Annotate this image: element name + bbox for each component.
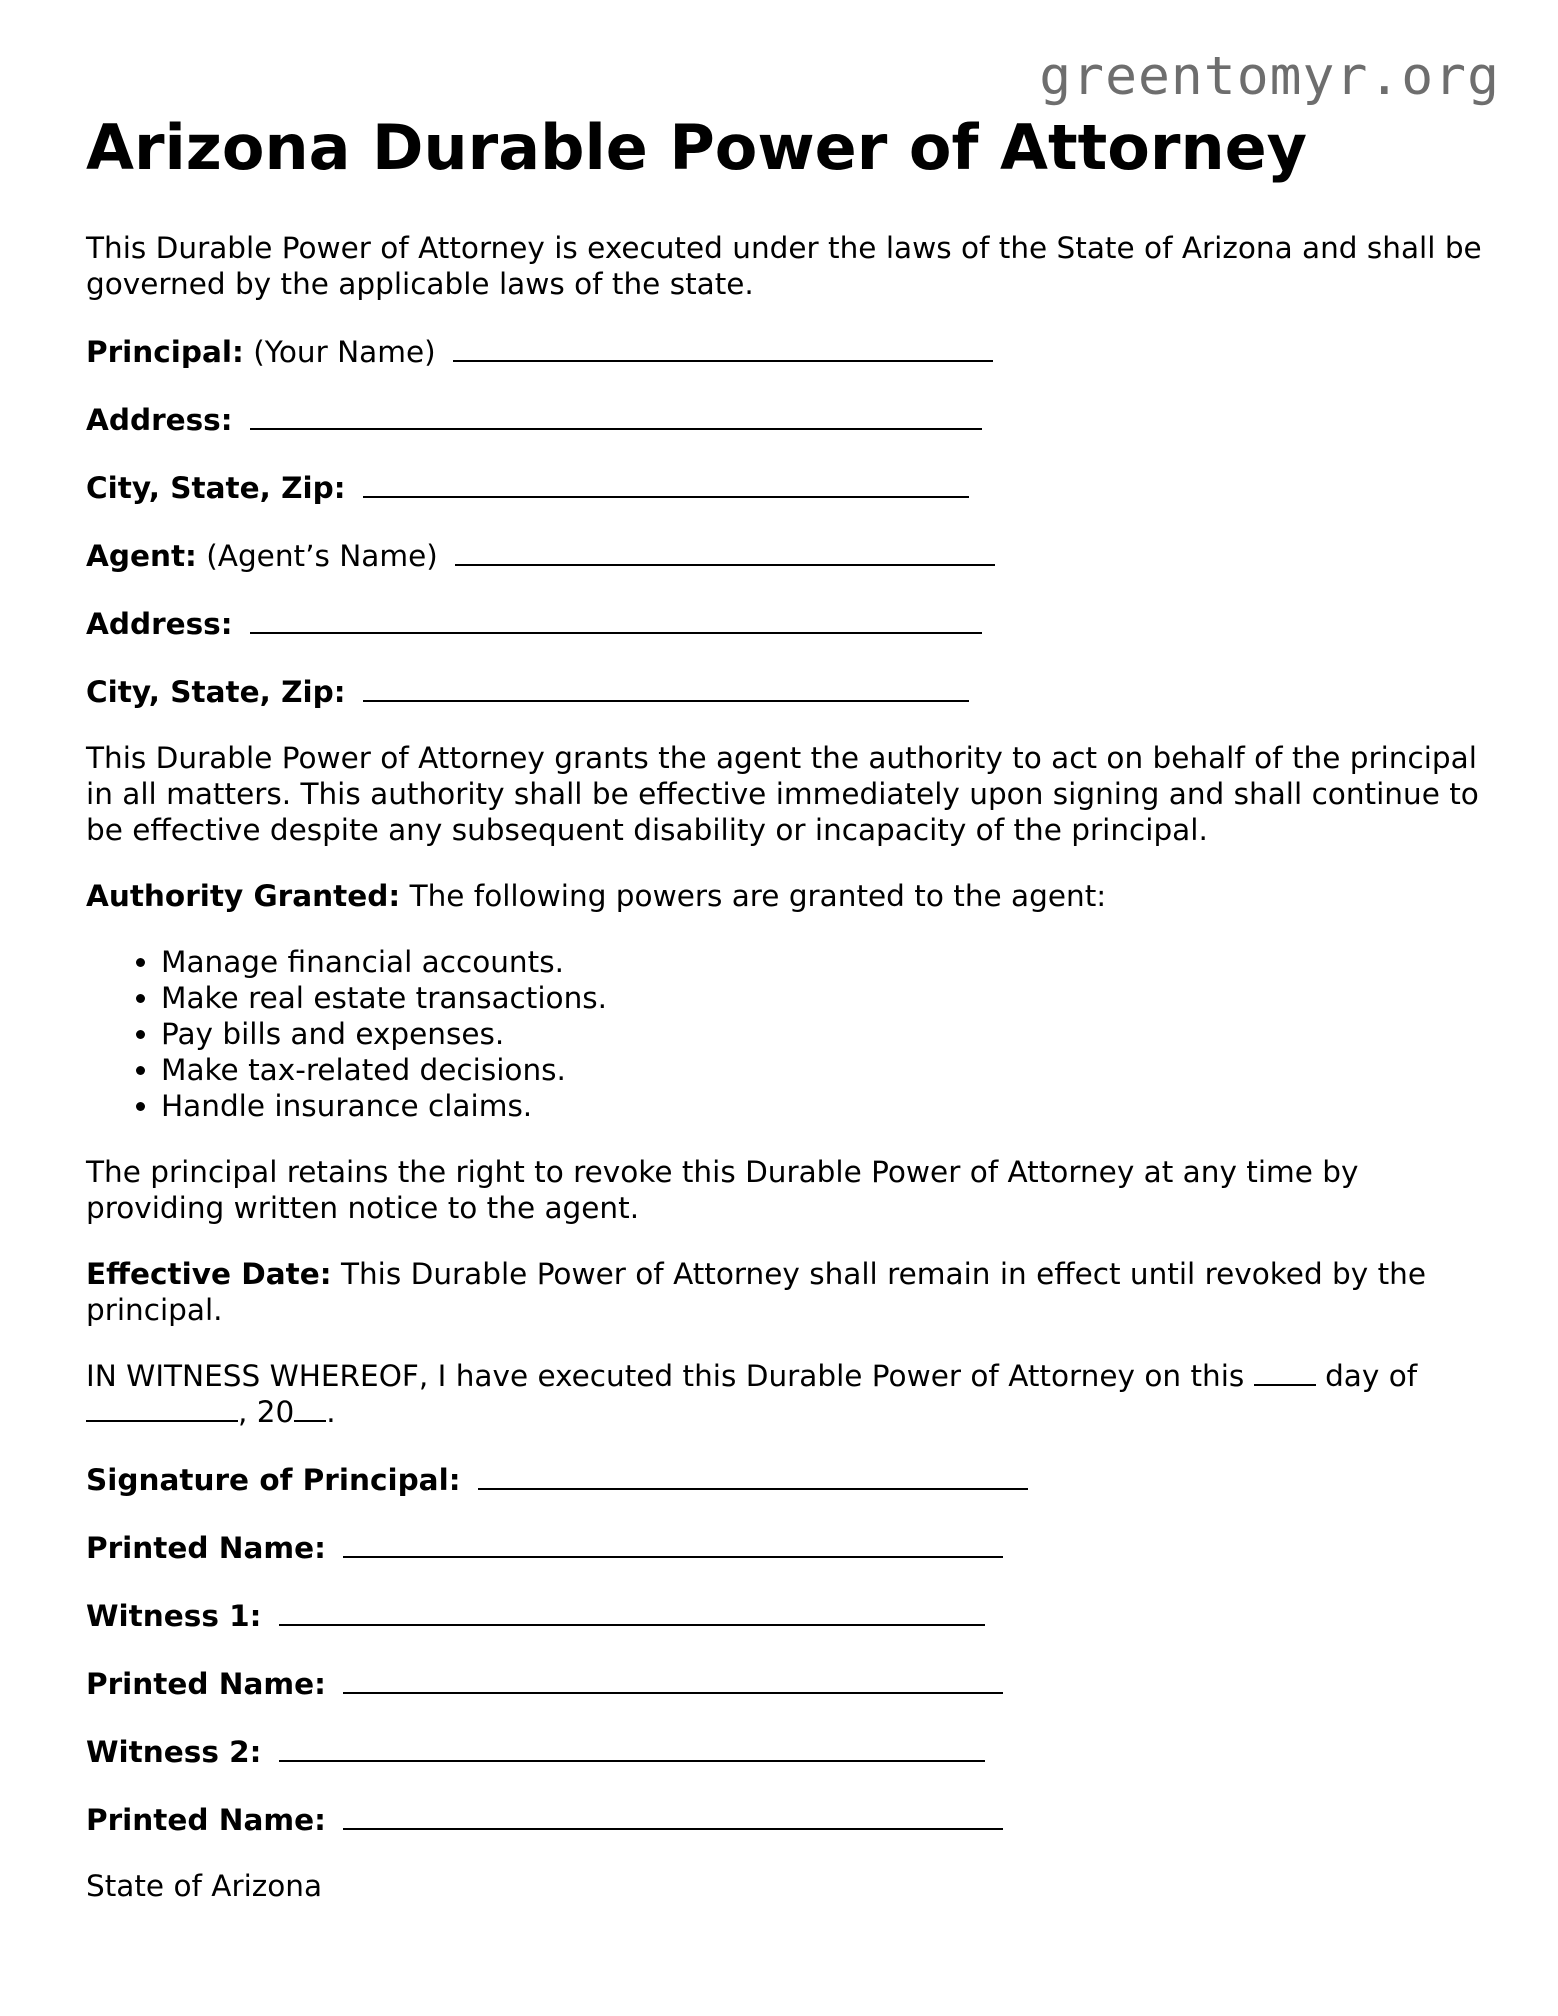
witness-clause [86, 1358, 1486, 1430]
witness-clause-year-prefix: , 20 [238, 1395, 295, 1429]
principal-address-label: Address: [86, 403, 233, 437]
document-body [86, 108, 1486, 1904]
witness-1-blank[interactable] [279, 1596, 985, 1626]
agent-city-blank[interactable] [363, 672, 969, 702]
list-item: • Make tax-related decisions. [161, 1052, 1486, 1088]
witness-1-printed-name-field [86, 1664, 1486, 1702]
list-item: • Pay bills and expenses. [161, 1016, 1486, 1052]
list-item: • Manage financial accounts. [161, 944, 1486, 980]
witness-1-printed-name-blank[interactable] [343, 1664, 1003, 1694]
witness-1-field [86, 1596, 1486, 1634]
principal-printed-name-blank[interactable] [343, 1528, 1003, 1558]
signature-block [86, 1460, 1486, 1838]
intro-paragraph: This Durable Power of Attorney is executed under the laws of the State of Arizona and shall be governed by the applicable laws of the state. [86, 231, 1482, 301]
year-blank[interactable] [294, 1394, 326, 1422]
agent-city-field [86, 672, 1486, 710]
witness-2-blank[interactable] [279, 1732, 985, 1762]
agent-city-label: City, State, Zip: [86, 675, 346, 709]
authority-label: Authority Granted: [86, 879, 401, 913]
witness-2-printed-name-label: Printed Name: [86, 1803, 326, 1837]
authority-text: The following powers are granted to the agent: [409, 879, 1107, 913]
list-item: • Handle insurance claims. [161, 1088, 1486, 1124]
page-title: Arizona Durable Power of Attorney [86, 111, 1308, 184]
principal-label: Principal: [86, 335, 244, 369]
witness-2-printed-name-blank[interactable] [343, 1800, 1003, 1830]
effective-date-label: Effective Date: [86, 1257, 332, 1291]
principal-field [86, 332, 1486, 370]
principal-hint: (Your Name) [253, 335, 436, 369]
principal-address-field [86, 400, 1486, 438]
agent-field [86, 536, 1486, 574]
principal-city-blank[interactable] [363, 468, 969, 498]
agent-hint: (Agent’s Name) [206, 539, 438, 573]
month-blank[interactable] [86, 1394, 238, 1422]
principal-city-field [86, 468, 1486, 506]
watermark-text: greentomyr.org [1039, 46, 1500, 107]
principal-signature-blank[interactable] [478, 1460, 1028, 1490]
witness-2-label: Witness 2: [86, 1735, 262, 1769]
effective-date-text: This Durable Power of Attorney shall remain in effect until revoked by the principal. [86, 1257, 1427, 1327]
revoke-paragraph: The principal retains the right to revoke this Durable Power of Attorney at any time by providing written notice to the agent. [86, 1155, 1359, 1225]
witness-clause-day-of: day of [1325, 1359, 1418, 1393]
powers-list [86, 944, 1486, 1124]
principal-address-blank[interactable] [250, 400, 982, 430]
principal-name-blank[interactable] [453, 332, 993, 362]
witness-clause-text: IN WITNESS WHEREOF, I have executed this Durable Power of Attorney on this [86, 1359, 1245, 1393]
effective-date-paragraph [86, 1256, 1486, 1328]
principal-signature-field [86, 1460, 1486, 1498]
principal-city-label: City, State, Zip: [86, 471, 346, 505]
witness-1-label: Witness 1: [86, 1599, 262, 1633]
principal-printed-name-field [86, 1528, 1486, 1566]
day-blank[interactable] [1254, 1358, 1316, 1386]
state-footer: State of Arizona [86, 1869, 323, 1903]
agent-address-blank[interactable] [250, 604, 982, 634]
agent-name-blank[interactable] [455, 536, 995, 566]
principal-signature-label: Signature of Principal: [86, 1463, 461, 1497]
agent-label: Agent: [86, 539, 197, 573]
list-item: • Make real estate transactions. [161, 980, 1486, 1016]
agent-address-field [86, 604, 1486, 642]
witness-1-printed-name-label: Printed Name: [86, 1667, 326, 1701]
witness-2-printed-name-field [86, 1800, 1486, 1838]
witness-2-field [86, 1732, 1486, 1770]
authority-paragraph [86, 878, 1486, 914]
principal-printed-name-label: Printed Name: [86, 1531, 326, 1565]
grant-paragraph: This Durable Power of Attorney grants the agent the authority to act on behalf of the principal in all matters. This authority shall be effective immediately upon signing and shall continue to be effective despite any subsequent disability or incapacity of the principal. [86, 741, 1479, 847]
witness-clause-period: . [326, 1395, 336, 1429]
party-fields [86, 332, 1486, 710]
agent-address-label: Address: [86, 607, 233, 641]
